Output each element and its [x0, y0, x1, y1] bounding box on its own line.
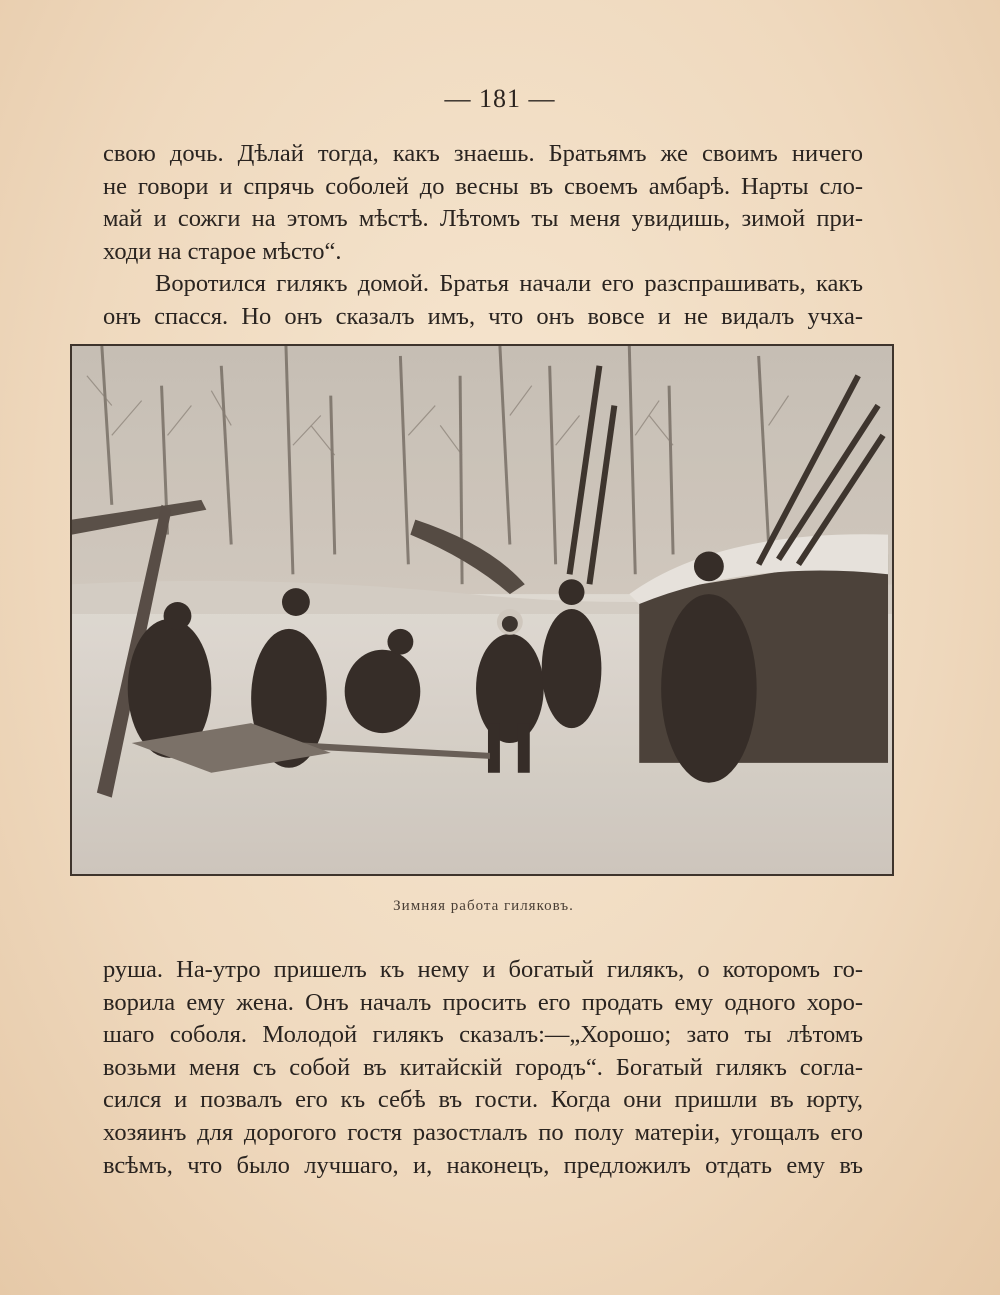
- text-line: руша. На-утро пришелъ къ нему и богатый гилякъ, о которомъ го-: [103, 956, 863, 983]
- text-line: сился и позвалъ его къ себѣ въ гости. Когда они пришли въ юрту,: [103, 1086, 863, 1114]
- text-line: май и сожги на этомъ мѣстѣ. Лѣтомъ ты меня увидишь, зимой при-: [103, 205, 863, 233]
- text-line: не говори и спрячь соболей до весны въ своемъ амбарѣ. Нарты сло-: [103, 172, 863, 200]
- photo-caption: Зимняя работа гиляковъ.: [393, 898, 574, 914]
- text-line: ворила ему жена. Онъ началъ просить его продать ему одного хоро-: [103, 988, 863, 1016]
- photograph: [70, 344, 894, 876]
- page-number: — 181 —: [444, 84, 556, 113]
- text-line: шаго соболя. Молодой гилякъ сказалъ:—„Хорошо; зато ты лѣтомъ: [103, 1021, 863, 1049]
- text-line: хозяинъ для дорогого гостя разостлалъ по полу матеріи, угощалъ его: [103, 1118, 863, 1146]
- text-line: возьми меня съ собой въ китайскій городъ“. Богатый гилякъ согла-: [103, 1053, 863, 1081]
- bottom-paragraph: [103, 954, 863, 1182]
- text-line: всѣмъ, что было лучшаго, и, наконецъ, предложилъ отдать ему въ: [103, 1151, 863, 1179]
- winter-scene-illustration: [72, 346, 892, 874]
- text-line: онъ спасся. Но онъ сказалъ имъ, что онъ вовсе и не видалъ учха-: [103, 302, 863, 330]
- top-paragraph: [103, 138, 863, 334]
- text-line: Воротился гилякъ домой. Братья начали его разспрашивать, какъ: [155, 270, 863, 298]
- text-line: ходи на старое мѣсто“.: [103, 237, 342, 265]
- text-line: свою дочь. Дѣлай тогда, какъ знаешь. Братьямъ же своимъ ничего: [103, 140, 863, 167]
